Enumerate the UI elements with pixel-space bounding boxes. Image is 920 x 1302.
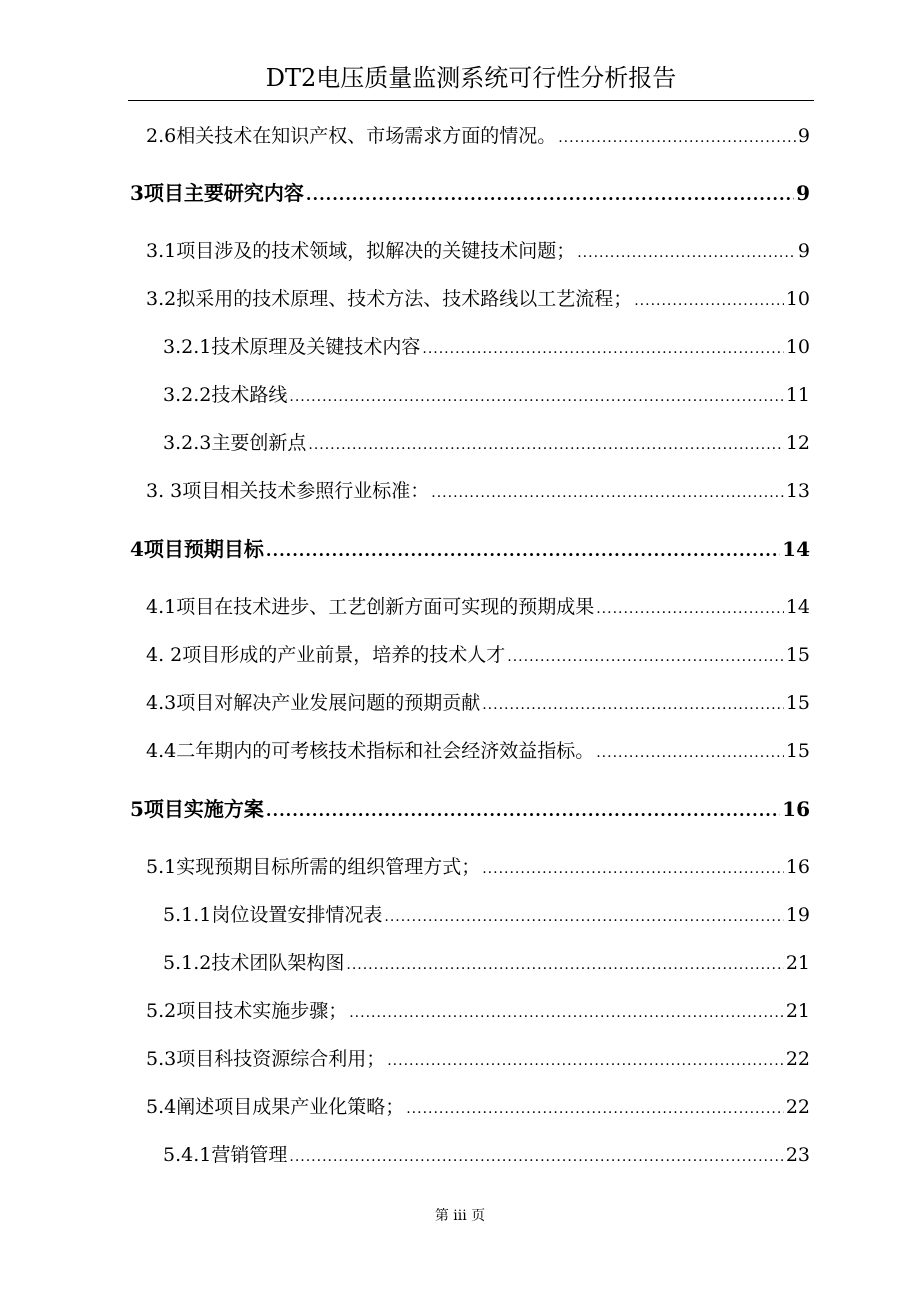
toc-dot-leader xyxy=(406,1095,784,1121)
toc-entry-number: 5.1.1 xyxy=(163,904,212,926)
toc-entry[interactable] xyxy=(146,237,810,265)
toc-entry-title: 拟采用的技术原理、技术方法、技术路线以工艺流程； xyxy=(176,288,633,310)
toc-entry-page: 19 xyxy=(785,904,810,926)
toc-entry[interactable] xyxy=(130,535,810,563)
toc-entry-number: 3.2 xyxy=(146,288,177,310)
toc-entry-number: 4.3 xyxy=(146,692,177,714)
toc-dot-leader xyxy=(266,797,780,823)
toc-dot-leader xyxy=(349,999,784,1025)
page-footer-number: 第 iii 页 xyxy=(434,1208,486,1224)
toc-entry-number: 5.1.2 xyxy=(163,952,212,974)
toc-dot-leader xyxy=(289,1143,783,1169)
toc-dot-leader xyxy=(387,1047,784,1073)
toc-entry-title: 项目对解决产业发展问题的预期贡献 xyxy=(176,692,481,714)
toc-dot-leader xyxy=(596,595,784,621)
toc-entry-title: 营销管理 xyxy=(211,1144,288,1166)
toc-entry-page: 23 xyxy=(785,1144,810,1166)
toc-entry-page: 9 xyxy=(796,181,810,205)
toc-entry-page: 16 xyxy=(782,797,810,821)
toc-entry-number: 3.2.1 xyxy=(163,336,212,358)
toc-entry-title: 项目主要研究内容 xyxy=(143,181,304,205)
toc-entry-page: 9 xyxy=(797,240,810,262)
toc-dot-leader xyxy=(384,903,783,929)
toc-entry-number: 4.4 xyxy=(146,740,177,762)
toc-entry[interactable] xyxy=(146,689,810,717)
toc-entry-number: 3.1 xyxy=(146,240,177,262)
toc-entry[interactable] xyxy=(146,122,810,150)
toc-dot-leader xyxy=(577,239,796,265)
toc-entry-title: 项目形成的产业前景，培养的技术人才 xyxy=(182,644,506,666)
toc-entry-page: 11 xyxy=(785,384,810,406)
toc-entry[interactable] xyxy=(146,1093,810,1121)
toc-entry-page: 12 xyxy=(785,432,810,454)
toc-entry-number: 5.1 xyxy=(146,856,177,878)
toc-entry-title: 技术原理及关键技术内容 xyxy=(211,336,421,358)
toc-entry-page: 21 xyxy=(785,952,810,974)
document-header-title: DT2电压质量监测系统可行性分析报告 xyxy=(265,64,677,92)
toc-entry[interactable] xyxy=(146,1045,810,1073)
toc-entry-number: 3.2.2 xyxy=(163,384,212,406)
toc-dot-leader xyxy=(289,383,783,409)
toc-entry[interactable] xyxy=(163,1141,810,1169)
toc-entry-title: 项目涉及的技术领域，拟解决的关键技术问题； xyxy=(176,240,576,262)
toc-entry[interactable] xyxy=(163,381,810,409)
toc-entry-page: 15 xyxy=(785,740,810,762)
toc-entry-page: 16 xyxy=(785,856,810,878)
toc-entry-title: 阐述项目成果产业化策略； xyxy=(176,1096,405,1118)
toc-entry-title: 实现预期目标所需的组织管理方式； xyxy=(176,856,481,878)
toc-entry-page: 21 xyxy=(785,1000,810,1022)
toc-entry-number: 5.3 xyxy=(146,1048,177,1070)
toc-dot-leader xyxy=(308,431,783,457)
toc-dot-leader xyxy=(634,287,784,313)
toc-entry[interactable] xyxy=(146,593,810,621)
toc-entry-title: 相关技术在知识产权、市场需求方面的情况。 xyxy=(176,125,557,147)
toc-entry[interactable] xyxy=(163,333,810,361)
toc-entry[interactable] xyxy=(163,901,810,929)
toc-dot-leader xyxy=(482,855,784,881)
toc-entry-page: 10 xyxy=(785,336,810,358)
toc-entry-number: 3.2.3 xyxy=(163,432,212,454)
toc-entry-number: 5.4.1 xyxy=(163,1144,212,1166)
toc-entry-number: 3. 3 xyxy=(146,480,183,502)
toc-dot-leader xyxy=(596,739,784,765)
toc-entry-title: 项目相关技术参照行业标准： xyxy=(182,480,430,502)
toc-entry-title: 项目在技术进步、工艺创新方面可实现的预期成果 xyxy=(176,596,595,618)
toc-dot-leader xyxy=(306,181,794,207)
toc-entry[interactable] xyxy=(163,949,810,977)
toc-dot-leader xyxy=(482,691,784,717)
toc-entry-number: 4.1 xyxy=(146,596,177,618)
toc-entry[interactable] xyxy=(146,853,810,881)
toc-dot-leader xyxy=(266,537,780,563)
toc-entry-page: 22 xyxy=(785,1048,810,1070)
header-rule xyxy=(128,100,814,101)
toc-entry-number: 4. 2 xyxy=(146,644,183,666)
toc-entry[interactable] xyxy=(146,997,810,1025)
toc-entry-number: 5.4 xyxy=(146,1096,177,1118)
toc-entry[interactable] xyxy=(130,179,810,207)
toc-entry-title: 项目实施方案 xyxy=(143,797,264,821)
toc-entry-page: 14 xyxy=(785,596,810,618)
toc-entry[interactable] xyxy=(163,429,810,457)
toc-entry-page: 15 xyxy=(785,644,810,666)
toc-entry-title: 项目预期目标 xyxy=(143,537,264,561)
toc-dot-leader xyxy=(507,643,784,669)
toc-entry-number: 3 xyxy=(130,181,144,205)
toc-entry[interactable] xyxy=(146,641,810,669)
toc-entry-number: 5 xyxy=(130,797,144,821)
toc-entry-number: 5.2 xyxy=(146,1000,177,1022)
toc-dot-leader xyxy=(422,335,783,361)
toc-entry-number: 2.6 xyxy=(146,125,177,147)
toc-entry[interactable] xyxy=(146,737,810,765)
toc-entry-page: 10 xyxy=(785,288,810,310)
toc-entry[interactable] xyxy=(130,795,810,823)
toc-entry[interactable] xyxy=(146,477,810,505)
toc-dot-leader xyxy=(346,951,783,977)
toc-entry-page: 13 xyxy=(785,480,810,502)
toc-entry-number: 4 xyxy=(130,537,144,561)
toc-entry-title: 技术团队架构图 xyxy=(211,952,345,974)
toc-entry[interactable] xyxy=(146,285,810,313)
toc-entry-title: 项目技术实施步骤； xyxy=(176,1000,348,1022)
toc-entry-page: 9 xyxy=(797,125,810,147)
toc-entry-page: 14 xyxy=(782,537,810,561)
toc-entry-page: 22 xyxy=(785,1096,810,1118)
toc-entry-title: 项目科技资源综合利用； xyxy=(176,1048,386,1070)
toc-dot-leader xyxy=(558,124,796,150)
toc-entry-title: 二年期内的可考核技术指标和社会经济效益指标。 xyxy=(176,740,595,762)
toc-entry-title: 技术路线 xyxy=(211,384,288,406)
toc-entry-page: 15 xyxy=(785,692,810,714)
toc-entry-title: 岗位设置安排情况表 xyxy=(211,904,383,926)
toc-dot-leader xyxy=(431,479,784,505)
toc-entry-title: 主要创新点 xyxy=(211,432,307,454)
